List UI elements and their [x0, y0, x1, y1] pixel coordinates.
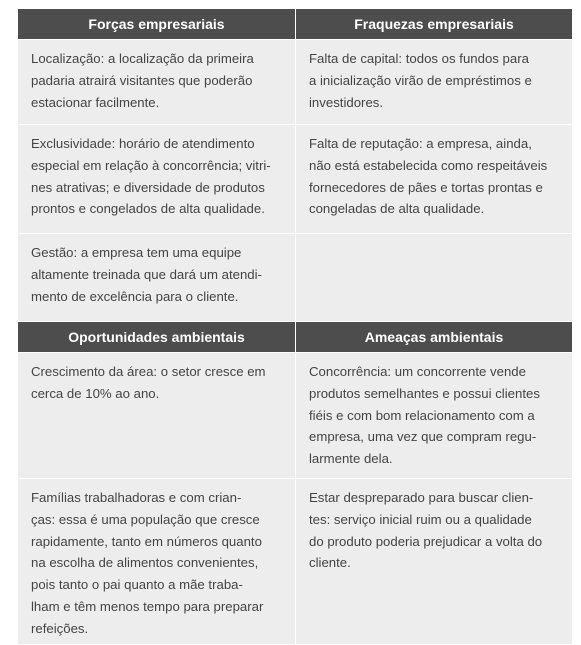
weakness-cell [295, 234, 572, 321]
header-weaknesses: Fraquezas empresariais [295, 9, 572, 39]
opportunity-cell: Famílias trabalhadoras e com crian- ças: essa é uma população que cresce rapidamente, tanto em números quanto na escolha de alimentos convenientes, pois tanto o pai quanto a mãe traba- lham e têm menos tempo para preparar refeições. [18, 479, 295, 644]
table-row [18, 353, 572, 479]
header-opportunities: Oportunidades ambientais [18, 322, 295, 352]
threat-cell: Concorrência: um concorrente vende produtos semelhantes e possui clientes fiéis e com bom relacionamento com a empresa, uma vez que compram regu- larmente dela. [295, 353, 572, 478]
table-row [18, 234, 572, 322]
strength-cell: Localização: a localização da primeira padaria atrairá visitantes que poderão estacionar facilmente. [18, 40, 295, 124]
table-row [18, 40, 572, 125]
weakness-cell: Falta de capital: todos os fundos para a inicialização virão de empréstimos e investidores. [295, 40, 572, 124]
header-strengths: Forças empresariais [18, 9, 295, 39]
header-row-opportunities-threats [18, 322, 572, 353]
opportunity-cell: Crescimento da área: o setor cresce em cerca de 10% ao ano. [18, 353, 295, 478]
table-row [18, 479, 572, 645]
header-threats: Ameaças ambientais [295, 322, 572, 352]
header-row-strengths-weaknesses [18, 9, 572, 40]
strength-cell: Gestão: a empresa tem uma equipe altamente treinada que dará um atendi- mento de excelência para o cliente. [18, 234, 295, 321]
swot-table [18, 9, 572, 645]
threat-cell: Estar despreparado para buscar clien- tes: serviço inicial ruim ou a qualidade do produto poderia prejudicar a volta do cliente. [295, 479, 572, 644]
weakness-cell: Falta de reputação: a empresa, ainda, não está estabelecida como respeitáveis fornecedores de pães e tortas prontas e congeladas de alta qualidade. [295, 125, 572, 233]
table-row [18, 125, 572, 234]
strength-cell: Exclusividade: horário de atendimento especial em relação à concorrência; vitri- nes atrativas; e diversidade de produtos prontos e congelados de alta qualidade. [18, 125, 295, 233]
